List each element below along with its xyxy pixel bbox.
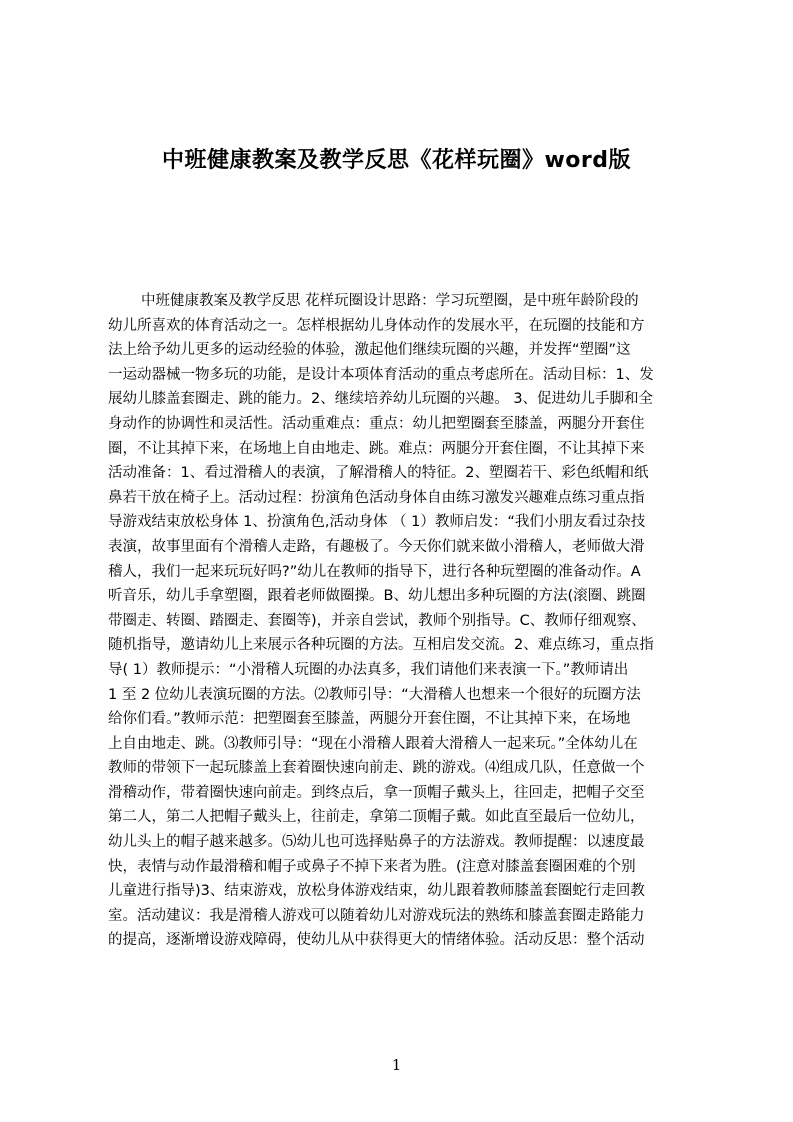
text-line: 导游戏结束放松身体 1、扮演角色,活动身体 （ 1）教师启发：“我们小朋友看过杂技 [108, 514, 646, 531]
text-line: 幼儿所喜欢的体育活动之一。怎样根据幼儿身体动作的发展水平，在玩圈的技能和方 [108, 317, 645, 334]
text-line: 儿童进行指导)3、结束游戏，放松身体游戏结束，幼儿跟着教师膝盖套圈蛇行走回教 [108, 883, 645, 900]
text-line: 1 至 2 位幼儿表演玩圈的方法。⑵教师引导：“大滑稽人也想来一个很好的玩圈方法 [108, 686, 641, 703]
text-line: 快，表情与动作最滑稽和帽子或鼻子不掉下来者为胜。(注意对膝盖套圈困难的个别 [108, 858, 636, 875]
text-line: 身动作的协调性和灵活性。活动重难点：重点：幼儿把塑圈套至膝盖，两腿分开套住 [108, 415, 645, 432]
text-line: 滑稽动作，带着圈快速向前走。到终点后，拿一顶帽子戴头上，往回走，把帽子交至 [108, 784, 645, 801]
text-line: 法上给予幼儿更多的运动经验的体验，激起他们继续玩圈的兴趣，并发挥“塑圈”这 [108, 342, 631, 359]
text-line: 室。活动建议：我是滑稽人游戏可以随着幼儿对游戏玩法的熟练和膝盖套圈走路能力 [108, 907, 645, 924]
page-title: 中班健康教案及教学反思《花样玩圈》word版 [161, 148, 632, 173]
text-line: 的提高，逐渐增设游戏障碍，使幼儿从中获得更大的情绪体验。活动反思：整个活动 [108, 932, 645, 949]
text-line: 带圈走、转圈、踏圈走、套圈等)，并亲自尝试，教师个别指导。C、教师仔细观察、 [108, 612, 646, 629]
text-line: 教师的带领下一起玩膝盖上套着圈快速向前走、跳的游戏。⑷组成几队，任意做一个 [108, 760, 645, 777]
text-line: 导( 1）教师提示：“小滑稽人玩圈的办法真多，我们请他们来表演一下。”教师请出 [108, 661, 629, 678]
text-line: 听音乐，幼儿手拿塑圈，跟着老师做圈操。B、幼儿想出多种玩圈的方法(滚圈、跳圈 [108, 588, 646, 605]
text-line: 给你们看。”教师示范：把塑圈套至膝盖，两腿分开套住圈，不让其掉下来，在场地 [108, 711, 631, 728]
page-number: 1 [391, 1056, 402, 1074]
text-line: 第二人，第二人把帽子戴头上，往前走，拿第二顶帽子戴。如此直至最后一位幼儿， [108, 809, 645, 826]
text-line: 活动准备：1、看过滑稽人的表演，了解滑稽人的特征。2、塑圈若干、彩色纸帽和纸 [108, 465, 649, 482]
text-line: 中班健康教案及教学反思 花样玩圈设计思路：学习玩塑圈，是中班年龄阶段的 [141, 293, 639, 309]
text-line: 圈，不让其掉下来，在场地上自由地走、跳。难点：两腿分开套住圈，不让其掉下来 [108, 440, 645, 457]
text-line: 鼻若干放在椅子上。活动过程：扮演角色活动身体自由练习激发兴趣难点练习重点指 [108, 489, 645, 506]
text-line: 表演，故事里面有个滑稽人走路，有趣极了。今天你们就来做小滑稽人，老师做大滑 [108, 538, 645, 555]
text-line: 上自由地走、跳。⑶教师引导：“现在小滑稽人跟着大滑稽人一起来玩。”全体幼儿在 [108, 735, 638, 752]
text-line: 一运动器械一物多玩的功能，是设计本项体育活动的重点考虑所在。活动目标：1、发 [108, 366, 654, 383]
text-line: 随机指导，邀请幼儿上来展示各种玩圈的方法。互相启发交流。2、难点练习，重点指 [108, 637, 654, 654]
text-line: 幼儿头上的帽子越来越多。⑸幼儿也可选择贴鼻子的方法游戏。教师提醒：以速度最 [108, 834, 645, 851]
text-line: 展幼儿膝盖套圈走、跳的能力。2、继续培养幼儿玩圈的兴趣。 3、促进幼儿手脚和全 [108, 391, 654, 408]
text-line: 稽人，我们一起来玩玩好吗?”幼儿在教师的指导下，进行各种玩塑圈的准备动作。A [108, 563, 641, 580]
body-text [108, 289, 698, 953]
